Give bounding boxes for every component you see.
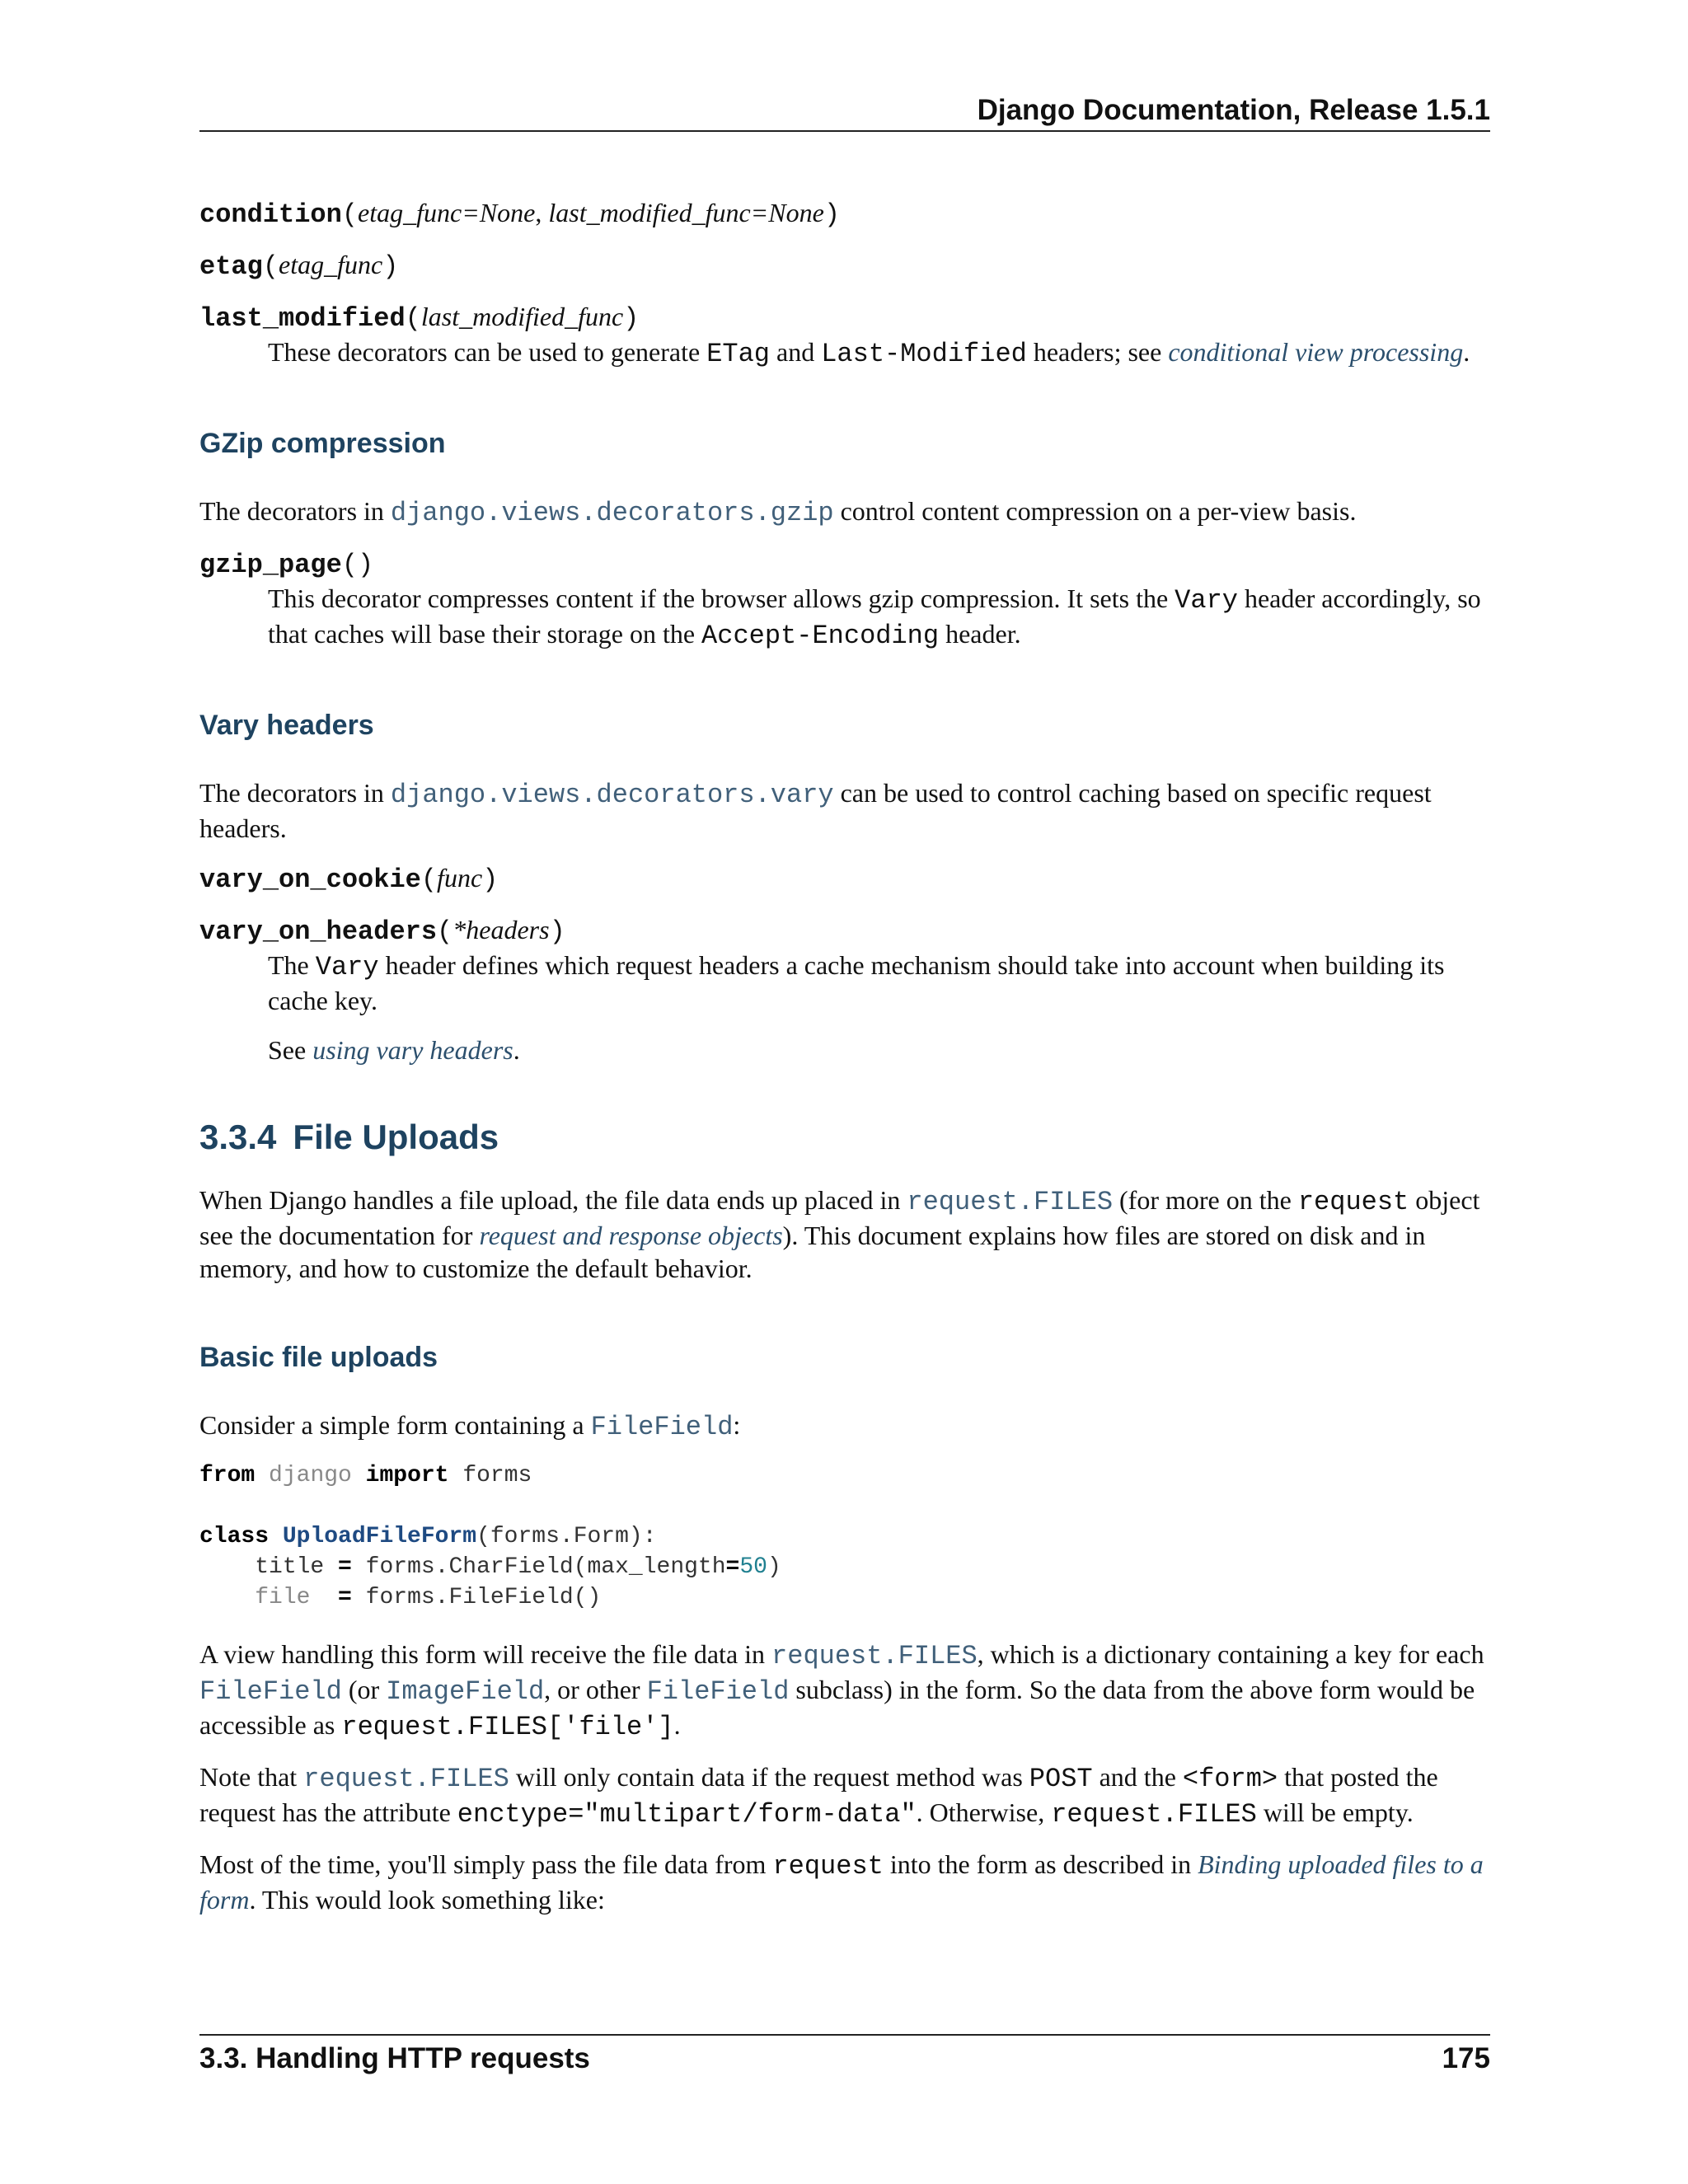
vary-description: The Vary header defines which request headers a cache mechanism should take into account when building its cache key. See using vary headers. xyxy=(268,950,1445,1065)
signature-vary-on-headers: vary_on_headers(*headers) xyxy=(199,915,565,947)
function-name: gzip_page xyxy=(199,550,342,580)
filefield-link[interactable]: FileField xyxy=(590,1412,734,1442)
request-files-link[interactable]: request.FILES xyxy=(771,1641,978,1671)
gzip-heading: GZip compression xyxy=(199,428,446,459)
conditional-view-processing-link[interactable]: conditional view processing xyxy=(1168,337,1464,367)
page-number: 175 xyxy=(1442,2042,1490,2074)
request-response-objects-link[interactable]: request and response objects xyxy=(479,1221,783,1250)
vary-heading: Vary headers xyxy=(199,710,374,741)
function-name: condition xyxy=(199,199,342,230)
consider-paragraph: Consider a simple form containing a FileField: xyxy=(199,1410,741,1442)
filefield-link[interactable]: FileField xyxy=(646,1676,790,1707)
signature-vary-on-cookie: vary_on_cookie(func) xyxy=(199,863,499,895)
note-paragraph: Note that request.FILES will only contain data if the request method was POST and the <form> that posted the request has the attribute enctype="multipart/form-data". Otherwise, request.FILES will be empty. xyxy=(199,1762,1438,1830)
code-line: class UploadFileForm(forms.Form): xyxy=(199,1524,657,1549)
footer-section: 3.3. Handling HTTP requests xyxy=(199,2042,590,2074)
imagefield-link[interactable]: ImageField xyxy=(386,1676,545,1707)
header-rule xyxy=(199,130,1490,132)
code-block xyxy=(199,1460,1490,1613)
gzip-module-link[interactable]: django.views.decorators.gzip xyxy=(390,498,834,528)
vary-module-link[interactable]: django.views.decorators.vary xyxy=(390,780,834,810)
filefield-link[interactable]: FileField xyxy=(199,1676,342,1707)
request-files-link[interactable]: request.FILES xyxy=(303,1764,509,1794)
signature-condition: condition(etag_func=None, last_modified_func=None) xyxy=(199,198,841,230)
running-footer xyxy=(199,2037,1490,2080)
function-name: vary_on_cookie xyxy=(199,865,421,895)
function-name: last_modified xyxy=(199,303,406,334)
function-name: vary_on_headers xyxy=(199,916,438,947)
most-of-the-time-paragraph: Most of the time, you'll simply pass the file data from request into the form as described in Binding uploaded files to a form. This would look something like: xyxy=(199,1849,1484,1915)
binding-uploaded-files-link[interactable]: Binding uploaded files to a form xyxy=(199,1849,1484,1915)
code-line: file = forms.FileField() xyxy=(255,1585,602,1610)
section-number: 3.3.4 xyxy=(199,1118,277,1156)
gzip-description: This decorator compresses content if the browser allows gzip compression. It sets the Vary header accordingly, so that caches will base their storage on the Accept-Encoding header. xyxy=(268,583,1481,651)
vary-intro: The decorators in django.views.decorators.vary can be used to control caching based on specific request headers. xyxy=(199,778,1432,843)
basic-uploads-heading: Basic file uploads xyxy=(199,1342,438,1373)
signature-gzip-page: gzip_page() xyxy=(199,550,374,580)
running-header: Django Documentation, Release 1.5.1 xyxy=(977,94,1490,126)
footer-rule xyxy=(199,2034,1490,2036)
page-body xyxy=(199,196,1490,1916)
view-handling-paragraph: A view handling this form will receive the file data in request.FILES, which is a dictionary containing a key for each FileField (or ImageField, or other FileField subclass) in the form. So the data from the above form would be accessible as request.FILES['file']. xyxy=(199,1639,1484,1742)
conditional-description: These decorators can be used to generate ETag and Last-Modified headers; see conditional view processing. xyxy=(268,337,1470,369)
function-name: etag xyxy=(199,251,263,282)
signature-last-modified: last_modified(last_modified_func) xyxy=(199,302,640,334)
code-line: title = forms.CharField(max_length=50) xyxy=(255,1554,781,1580)
using-vary-headers-link[interactable]: using vary headers xyxy=(312,1035,513,1065)
uploads-intro: When Django handles a file upload, the file data ends up placed in request.FILES (for more on the request object see the documentation for request and response objects). This document explains how files are stored on disk and in memory, and how to customize the default behavior. xyxy=(199,1185,1480,1283)
request-files-link[interactable]: request.FILES xyxy=(907,1187,1114,1217)
signature-etag: etag(etag_func) xyxy=(199,250,399,282)
file-uploads-heading: 3.3.4 File Uploads xyxy=(199,1118,499,1156)
code-line: from django import forms xyxy=(199,1463,532,1488)
gzip-intro: The decorators in django.views.decorators.gzip control content compression on a per-view basis. xyxy=(199,496,1357,528)
